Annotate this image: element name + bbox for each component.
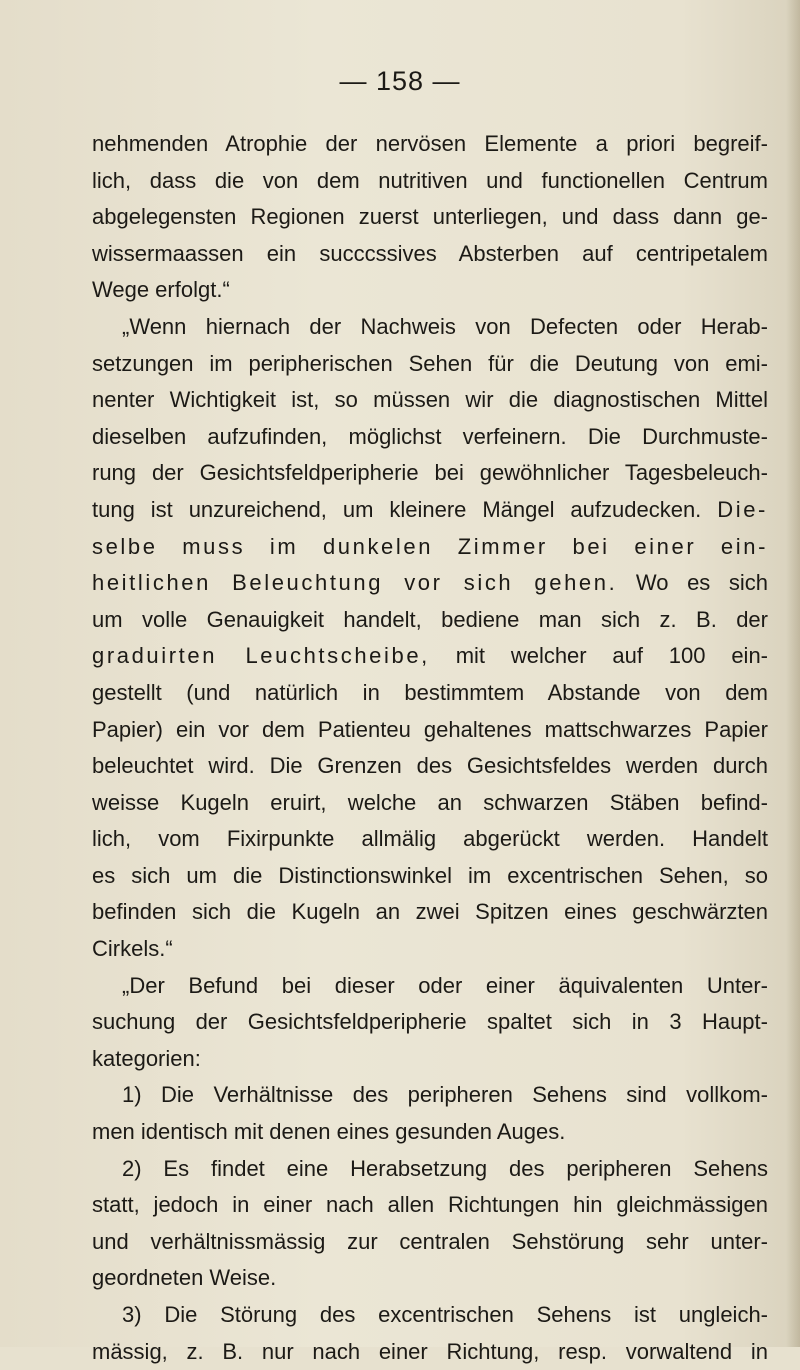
spaced-text-segment: graduirten Leuchtscheibe, [92,643,430,669]
text-line: 1) Die Verhältnisse des peripheren Sehens sind vollkom- [122,1082,768,1108]
spaced-text-segment: heitlichen Beleuchtung vor sich gehen. [92,570,618,596]
text-line: „Der Befund bei dieser oder einer äquivalenten Unter- [122,972,768,998]
text-line [92,638,768,675]
text-line: setzungen im peripherischen Sehen für die Deutung von emi- [92,350,768,376]
text-line: mässig, z. B. nur nach einer Richtung, resp. vorwaltend in [92,1338,768,1364]
text-line: und verhältnissmässig zur centralen Sehstörung sehr unter- [92,1228,768,1254]
text-line: weisse Kugeln eruirt, welche an schwarzen Stäben befind- [92,789,768,815]
body-text [92,126,768,1370]
text-line: abgelegensten Regionen zuerst unterliegen, und dass dann ge- [92,204,768,230]
text-line: geordneten Weise. [92,1265,277,1291]
text-line: statt, jedoch in einer nach allen Richtungen hin gleichmässigen [92,1192,768,1218]
page-edge-shadow [786,0,800,1347]
text-line: Wege erfolgt.“ [92,277,230,303]
text-segment: mit welcher auf 100 ein- [455,643,769,669]
text-segment: Wo es sich [635,570,769,596]
text-segment: tung ist unzureichend, um kleinere Mängel aufzudecken. [92,496,702,522]
text-line: Cirkels.“ [92,936,173,962]
text-line: wissermaassen ein succcssives Absterben auf centripetalem [92,240,768,266]
text-line: „Wenn hiernach der Nachweis von Defecten oder Herab- [122,313,768,339]
text-line: gestellt (und natürlich in bestimmtem Abstande von dem [92,679,768,705]
text-line: es sich um die Distinctionswinkel im excentrischen Sehen, so [92,862,768,888]
text-line: beleuchtet wird. Die Grenzen des Gesichtsfeldes werden durch [92,753,768,779]
text-line: dieselben aufzufinden, möglichst verfeinern. Die Durchmuste- [92,423,768,449]
text-line: Papier) ein vor dem Patienteu gehaltenes mattschwarzes Papier [92,716,768,742]
text-line: nehmenden Atrophie der nervösen Elemente a priori begreif- [92,131,768,156]
text-line: lich, dass die von dem nutritiven und functionellen Centrum [92,167,768,193]
text-line: 2) Es findet eine Herabsetzung des peripheren Sehens [122,1155,768,1181]
text-line: men identisch mit denen eines gesunden Auges. [92,1119,566,1145]
text-line: lich, vom Fixirpunkte allmälig abgerückt werden. Handelt [92,826,768,852]
spaced-text-segment: Die- [717,496,768,522]
text-line [92,492,768,529]
page-number-header: — 158 — [339,66,461,96]
text-line: befinden sich die Kugeln an zwei Spitzen eines geschwärzten [92,899,768,925]
text-line: rung der Gesichtsfeldperipherie bei gewöhnlicher Tagesbeleuch- [92,460,768,486]
text-line: selbe muss im dunkelen Zimmer bei einer ein- [92,533,768,559]
text-line: kategorien: [92,1045,201,1071]
text-line: suchung der Gesichtsfeldperipherie spaltet sich in 3 Haupt- [92,1009,768,1035]
text-line [92,565,768,602]
text-line: um volle Genauigkeit handelt, bediene man sich z. B. der [92,606,768,632]
text-line: nenter Wichtigkeit ist, so müssen wir die diagnostischen Mittel [92,387,768,413]
text-line: 3) Die Störung des excentrischen Sehens ist ungleich- [122,1302,768,1327]
